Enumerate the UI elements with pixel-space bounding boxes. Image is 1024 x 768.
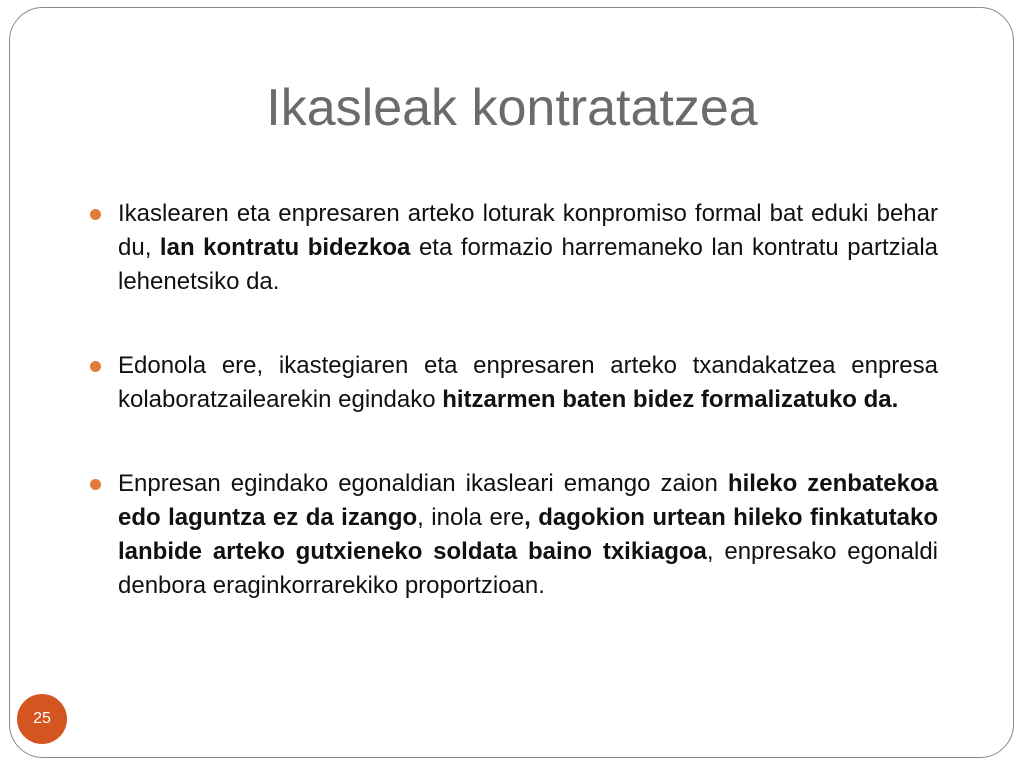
text-segment: eta formazio harremaneko lan kontratu partziala lehenetsiko da. — [118, 234, 938, 295]
text-segment: , enpresako egonaldi denbora eraginkorrarekiko proportzioan. — [118, 538, 938, 599]
bold-segment: lan kontratu bidezkoa — [159, 234, 411, 261]
text-segment: , inola ere — [417, 504, 525, 531]
text-segment: Edonola ere, ikastegiaren eta enpresaren arteko txandakatzea enpresa kolaboratzailearekin egindako — [118, 352, 938, 413]
slide-title: Ikasleak kontratatzea — [266, 79, 758, 137]
bullet-text — [118, 200, 938, 295]
text-segment: Enpresan egindako egonaldian ikasleari emango zaion — [118, 470, 728, 497]
bold-segment: hitzarmen baten bidez formalizatuko da. — [442, 386, 899, 413]
bold-segment: , dagokion urtean hileko finkatutako lanbide arteko gutxieneko soldata baino txikiagoa — [118, 504, 938, 565]
bullet-item — [88, 467, 938, 603]
bullet-item — [88, 349, 938, 417]
bullet-dot-icon — [90, 479, 101, 490]
text-segment: Ikaslearen eta enpresaren arteko loturak konpromiso formal bat eduki behar du, — [118, 200, 938, 261]
bullet-dot-icon — [90, 361, 101, 372]
bullet-text — [118, 470, 938, 599]
bullet-dot-icon — [90, 209, 101, 220]
bold-segment: hileko zenbatekoa edo laguntza ez da izango — [118, 470, 938, 531]
bullet-item — [88, 197, 938, 299]
bullet-text — [118, 352, 938, 413]
page-number-badge: 25 — [17, 694, 67, 744]
bullet-list — [88, 197, 938, 653]
